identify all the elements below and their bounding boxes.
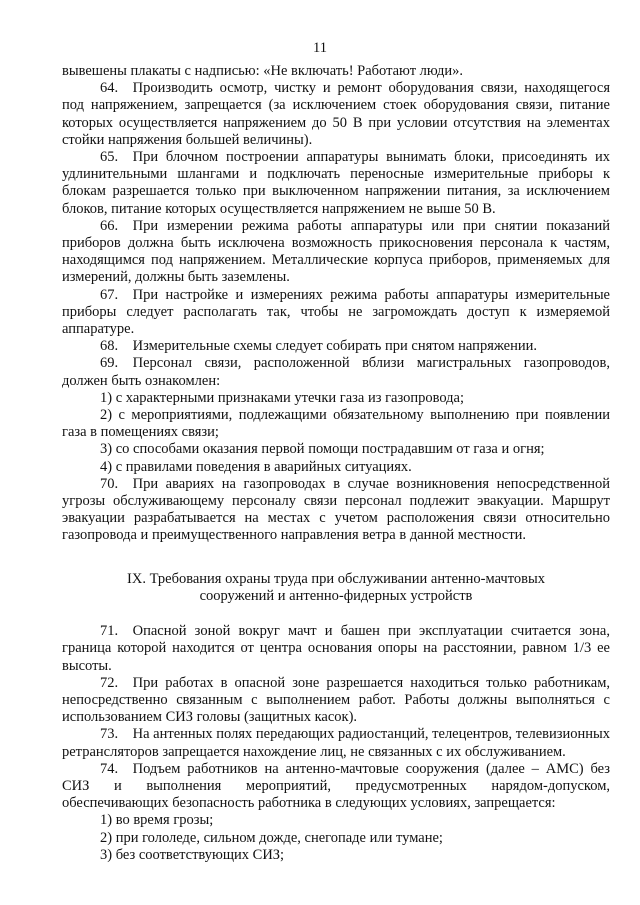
paragraph-64: 64. Производить осмотр, чистку и ремонт оборудования связи, находящегося под напряжением, запрещается (за исключением стоек оборудования связи, питание которых осуществляется напряжением до 50 В при условии отсутствия на элементах стойки напряжения большей величины). (62, 80, 610, 148)
paragraph-70: 70. При авариях на газопроводах в случае возникновения непосредственной угрозы обслуживающему персоналу связи персонал подлежит эвакуации. Маршрут эвакуации разрабатывается на местах с учетом расположения связи относительно газопровода и преимущественного направления ветра в данной местности. (62, 475, 610, 544)
paragraph-72: 72. При работах в опасной зоне разрешается находиться только работникам, непосредственно связанным с выполнением работ. Работы должны выполняться с использованием СИЗ головы (защитных касок). (62, 674, 610, 726)
list-item: 2) с мероприятиями, подлежащими обязательному выполнению при появлении газа в помещениях связи; (62, 407, 610, 441)
list-item: 3) без соответствующих СИЗ; (100, 846, 285, 863)
list-item: 4) с правилами поведения в аварийных ситуациях. (100, 458, 412, 475)
paragraph-65: 65. При блочном построении аппаратуры вынимать блоки, присоединять их удлинительными шлангами и подключать переносные измерительные приборы к блокам разрешается только при выключенном напряжении питания, за исключением блоков, питание которых осуществляется напряжением не выше 50 В. (62, 149, 610, 217)
section-heading (62, 571, 610, 605)
paragraph-71: 71. Опасной зоной вокруг мачт и башен при эксплуатации считается зона, граница которой находится от центра основания опоры на расстоянии, равном 1/3 ее высоты. (62, 623, 610, 674)
list-item: 1) во время грозы; (100, 812, 214, 829)
section-ix (62, 623, 610, 864)
paragraph-69: 69. Персонал связи, расположенной вблизи магистральных газопроводов, должен быть ознакомлен: (62, 355, 610, 389)
section-heading-line: сооружений и антенно-фидерных устройств (199, 587, 473, 604)
paragraph-67: 67. При настройке и измерениях режима работы аппаратуры измерительные приборы следует располагать так, чтобы не загромождать доступ к измеряемой аппаратуре. (62, 286, 610, 338)
section-heading-line: IX. Требования охраны труда при обслуживании антенно-мачтовых (127, 570, 545, 587)
paragraph: вывешены плакаты с надписью: «Не включать! Работают люди». (62, 63, 464, 79)
section-viii-continuation (62, 63, 610, 545)
list-item: 1) с характерными признаками утечки газа из газопровода; (100, 389, 465, 406)
page-number: 11 (313, 40, 327, 56)
list-item: 3) со способами оказания первой помощи пострадавшим от газа и огня; (100, 441, 545, 458)
paragraph-68: 68. Измерительные схемы следует собирать при снятом напряжении. (100, 338, 538, 355)
paragraph-66: 66. При измерении режима работы аппаратуры или при снятии показаний приборов должна быть исключена возможность прикосновения персонала к частям, находящимся под напряжением. Металлические корпуса приборов, применяемых для измерений, должны быть заземлены. (62, 217, 610, 286)
paragraph-74: 74. Подъем работников на антенно-мачтовые сооружения (далее – АМС) без СИЗ и выполнения мероприятий, предусмотренных нарядом-допуском, обеспечивающих безопасность работника в следующих условиях, запрещается: (62, 760, 610, 812)
document-body (62, 63, 610, 864)
list-item: 2) при гололеде, сильном дожде, снегопаде или тумане; (100, 829, 443, 846)
paragraph-73: 73. На антенных полях передающих радиостанций, телецентров, телевизионных ретрансляторов запрещается нахождение лиц, не связанных с их обслуживанием. (62, 726, 610, 760)
